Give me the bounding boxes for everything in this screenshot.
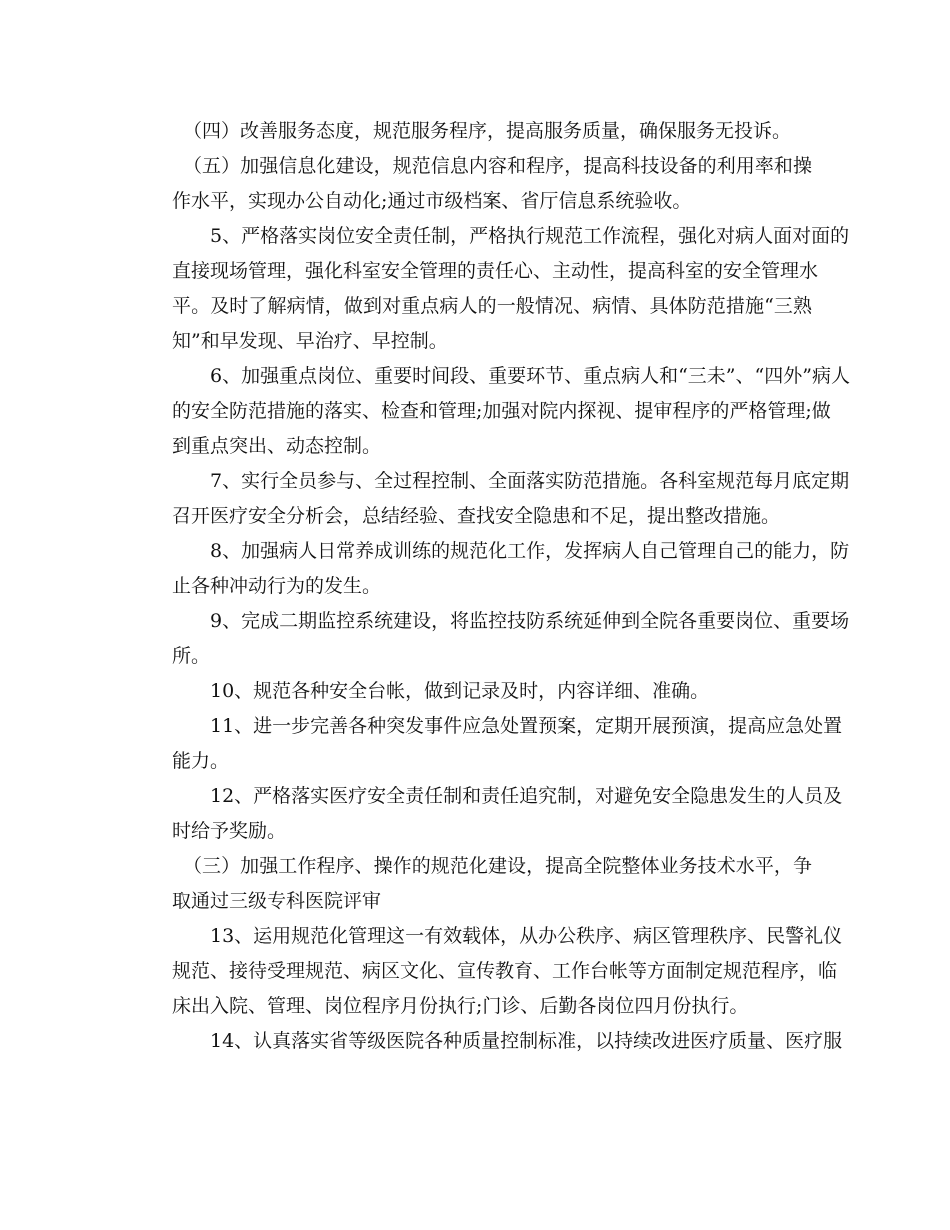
paragraph-line: （五）加强信息化建设，规范信息内容和程序，提高科技设备的利用率和操 xyxy=(183,155,812,177)
paragraph-line: 直接现场管理，强化科室安全管理的责任心、主动性，提高科室的安全管理水 xyxy=(172,260,819,282)
paragraph-line: 召开医疗安全分析会，总结经验、查找安全隐患和不足，提出整改措施。 xyxy=(172,505,781,527)
paragraph-line: 14、认真落实省等级医院各种质量控制标准，以持续改进医疗质量、医疗服 xyxy=(210,1030,843,1052)
paragraph-line: 6、加强重点岗位、重要时间段、重要环节、重点病人和“三未”、“四外”病人 xyxy=(210,365,850,387)
paragraph xyxy=(172,919,843,1024)
paragraph xyxy=(172,779,843,849)
paragraph-line: 12、严格落实医疗安全责任制和责任追究制，对避免安全隐患发生的人员及 xyxy=(210,785,843,807)
paragraph xyxy=(172,149,812,219)
paragraph-line: 8、加强病人日常养成训练的规范化工作，发挥病人自己管理自己的能力，防 xyxy=(210,540,850,562)
paragraph xyxy=(172,534,850,604)
paragraph-line: 的安全防范措施的落实、检查和管理;加强对院内探视、提审程序的严格管理;做 xyxy=(172,400,831,422)
paragraph xyxy=(172,1024,843,1059)
paragraph-line: 10、规范各种安全台帐，做到记录及时，内容详细、准确。 xyxy=(210,680,710,702)
paragraph-line: 作水平，实现办公自动化;通过市级档案、省厅信息系统验收。 xyxy=(172,190,692,212)
paragraph xyxy=(172,709,843,779)
paragraph-line: 规范、接待受理规范、病区文化、宣传教育、工作台帐等方面制定规范程序，临 xyxy=(172,960,838,982)
paragraph-line: （三）加强工作程序、操作的规范化建设，提高全院整体业务技术水平，争 xyxy=(183,855,812,877)
paragraph-line: 取通过三级专科医院评审 xyxy=(172,890,382,912)
paragraph xyxy=(172,359,850,464)
paragraph xyxy=(172,604,850,674)
paragraph-line: 7、实行全员参与、全过程控制、全面落实防范措施。各科室规范每月底定期 xyxy=(210,470,850,492)
paragraph-line: 5、严格落实岗位安全责任制，严格执行规范工作流程，强化对病人面对面的 xyxy=(210,225,850,247)
paragraph-line: 知”和早发现、早治疗、早控制。 xyxy=(172,330,448,352)
paragraph-line: 13、运用规范化管理这一有效载体，从办公秩序、病区管理秩序、民警礼仪 xyxy=(210,925,843,947)
paragraph-line: 所。 xyxy=(172,645,211,667)
paragraph-line: 床出入院、管理、岗位程序月份执行;门诊、后勤各岗位四月份执行。 xyxy=(172,995,749,1017)
paragraph-line: 平。及时了解病情，做到对重点病人的一般情况、病情、具体防范措施“三熟 xyxy=(172,295,812,317)
paragraph-line: 时给予奖励。 xyxy=(172,820,287,842)
paragraph-line: 到重点突出、动态控制。 xyxy=(172,435,382,457)
paragraph xyxy=(172,219,850,359)
paragraph-line: 止各种冲动行为的发生。 xyxy=(172,575,382,597)
paragraph-line: （四）改善服务态度，规范服务程序，提高服务质量，确保服务无投诉。 xyxy=(183,120,792,142)
paragraph xyxy=(172,849,812,919)
paragraph-line: 9、完成二期监控系统建设，将监控技防系统延伸到全院各重要岗位、重要场 xyxy=(210,610,850,632)
document-body xyxy=(172,114,850,1059)
paragraph-line: 能力。 xyxy=(172,750,230,772)
paragraph xyxy=(172,674,812,709)
paragraph xyxy=(172,464,850,534)
paragraph xyxy=(172,114,812,149)
paragraph-line: 11、进一步完善各种突发事件应急处置预案，定期开展预演，提高应急处置 xyxy=(210,715,843,737)
